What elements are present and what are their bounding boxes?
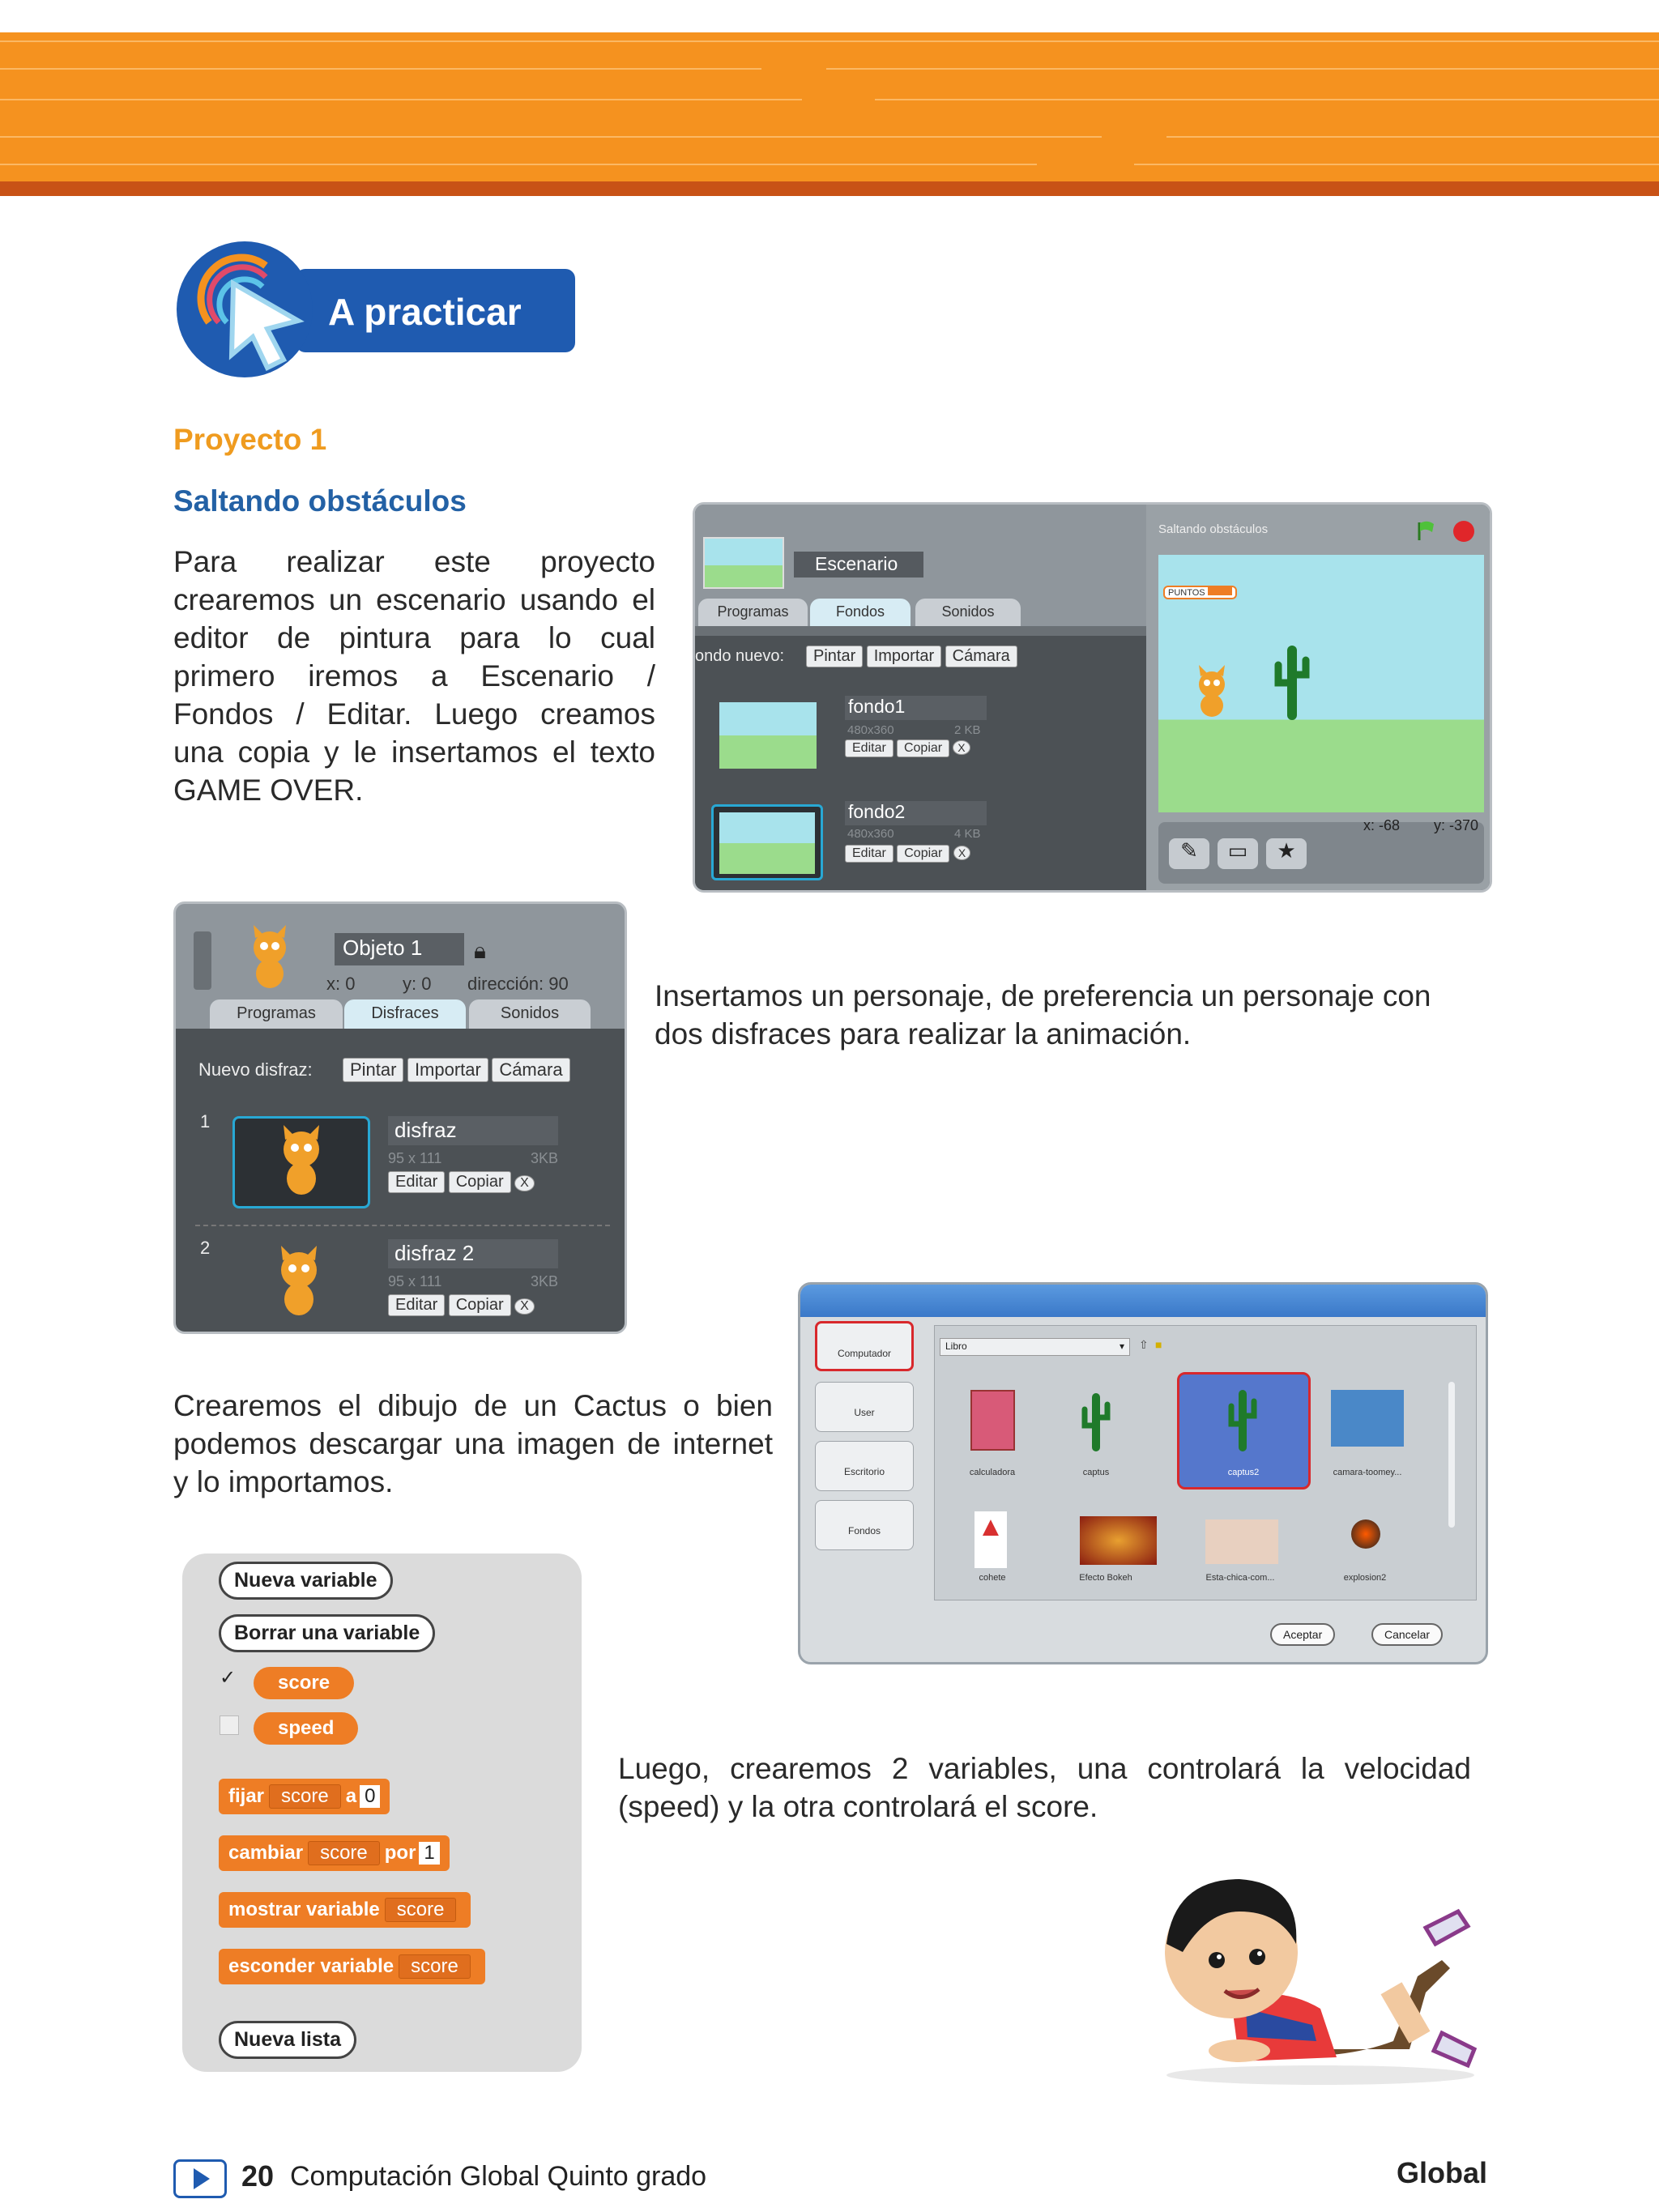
dialog-titlebar xyxy=(800,1285,1488,1317)
score-checkbox[interactable]: ✓ xyxy=(220,1667,237,1689)
file-name: captus2 xyxy=(1227,1468,1260,1477)
y-readout: y: -370 xyxy=(1434,817,1479,833)
folder-up-icon[interactable]: ⇧ xyxy=(1139,1338,1149,1351)
badge-label: A practicar xyxy=(328,291,522,333)
points-monitor: PUNTOS xyxy=(1163,586,1237,599)
cactus-thumbnail-icon[interactable] xyxy=(1080,1390,1112,1455)
project-label: Proyecto 1 xyxy=(173,423,327,456)
file-name: Esta-chica-com... xyxy=(1205,1573,1275,1583)
backdrop-kb: 4 KB xyxy=(954,827,981,841)
cactus-thumbnail-icon xyxy=(1226,1387,1259,1455)
costume-size: 95 x 111 xyxy=(388,1150,442,1166)
sprite-editor-screenshot xyxy=(173,901,627,1334)
stage-canvas[interactable] xyxy=(1158,555,1484,812)
file-name: cohete xyxy=(979,1573,1006,1583)
sidebar-item-user[interactable]: User xyxy=(815,1382,914,1432)
edit-button[interactable]: Editar xyxy=(388,1294,445,1316)
photo-thumbnail-icon[interactable] xyxy=(1331,1390,1404,1447)
girl-thumbnail-icon[interactable] xyxy=(1205,1519,1278,1564)
file-name: calculadora xyxy=(969,1468,1016,1477)
paragraph-variables: Luego, crearemos 2 variables, una controlará la velocidad (speed) y la otra controlará el score. xyxy=(618,1752,1471,1823)
delete-button[interactable]: X xyxy=(953,740,970,755)
tab-sonidos[interactable]: Sonidos xyxy=(915,599,1021,626)
hide-variable-block[interactable]: esconder variable score xyxy=(219,1949,485,1984)
copy-button[interactable]: Copiar xyxy=(897,845,949,863)
new-folder-icon[interactable]: ■ xyxy=(1155,1338,1162,1351)
delete-variable-button[interactable]: Borrar una variable xyxy=(219,1614,435,1652)
paint-sprite-icon[interactable]: ✎ xyxy=(1169,838,1209,869)
new-list-button[interactable]: Nueva lista xyxy=(219,2021,356,2059)
calculator-thumbnail-icon[interactable] xyxy=(970,1390,1015,1451)
scrollbar[interactable] xyxy=(1448,1382,1455,1528)
costume-thumbnail[interactable] xyxy=(232,1239,370,1332)
change-variable-block[interactable]: cambiar score por 1 xyxy=(219,1835,450,1871)
new-variable-button[interactable]: Nueva variable xyxy=(219,1562,393,1600)
variables-palette xyxy=(182,1554,582,2072)
brand-logo: Global xyxy=(1397,2156,1488,2189)
costume-thumbnail-selected[interactable] xyxy=(232,1116,370,1208)
tab-programas[interactable]: Programas xyxy=(210,999,343,1029)
file-name: explosion2 xyxy=(1343,1573,1387,1583)
import-dialog-screenshot xyxy=(798,1282,1488,1664)
stage-name: Escenario xyxy=(815,553,898,574)
folder-sprite-icon[interactable]: ▭ xyxy=(1218,838,1258,869)
stage-thumbnail xyxy=(703,537,784,589)
green-flag-icon[interactable] xyxy=(1414,519,1437,542)
sprite-direction: dirección: 90 xyxy=(467,974,569,994)
show-variable-block[interactable]: mostrar variable score xyxy=(219,1892,471,1928)
divider xyxy=(195,1225,610,1226)
camera-button[interactable]: Cámara xyxy=(945,646,1017,667)
new-backdrop-label: ondo nuevo: xyxy=(695,647,785,665)
boy-illustration xyxy=(1150,1863,1491,2094)
folder-select[interactable]: Libro ▾ xyxy=(940,1338,1130,1356)
delete-button[interactable]: X xyxy=(514,1298,535,1315)
explosion-thumbnail-icon[interactable] xyxy=(1351,1519,1380,1549)
costume-index: 1 xyxy=(200,1111,211,1132)
paint-button[interactable]: Pintar xyxy=(806,646,863,667)
sidebar-item-fondos[interactable]: Fondos xyxy=(815,1500,914,1550)
costume-name: disfraz 2 xyxy=(394,1241,475,1265)
paragraph-cactus: Crearemos el dibujo de un Cactus o bien podemos descargar una imagen de internet y lo importamos. xyxy=(173,1389,773,1498)
backdrop-size: 480x360 xyxy=(847,723,894,737)
sidebar-item-computador[interactable]: Computador xyxy=(815,1321,914,1371)
cat-costume-icon xyxy=(235,1119,368,1206)
cursor-icon xyxy=(177,241,313,377)
accept-button[interactable]: Aceptar xyxy=(1270,1623,1335,1646)
import-button[interactable]: Importar xyxy=(867,646,941,667)
sprite-name: Objeto 1 xyxy=(343,936,423,960)
project-title: Saltando obstáculos xyxy=(173,484,467,518)
costume-size: 95 x 111 xyxy=(388,1273,442,1289)
backdrop-thumbnail[interactable] xyxy=(719,702,817,769)
rotation-style-icon[interactable] xyxy=(194,931,211,990)
tab-fondos[interactable]: Fondos xyxy=(810,599,911,626)
import-button[interactable]: Importar xyxy=(407,1058,488,1082)
delete-button[interactable]: X xyxy=(514,1175,535,1191)
backdrop-thumbnail-selected[interactable] xyxy=(719,812,815,874)
page-number: 20 xyxy=(241,2159,275,2193)
cat-sprite-icon xyxy=(241,925,299,995)
speed-variable[interactable]: speed xyxy=(254,1712,358,1745)
camera-button[interactable]: Cámara xyxy=(492,1058,569,1082)
sprite-x: x: 0 xyxy=(326,974,356,994)
file-name: captus xyxy=(1082,1468,1110,1477)
copy-button[interactable]: Copiar xyxy=(897,739,949,757)
x-readout: x: -68 xyxy=(1363,817,1401,833)
costume-index: 2 xyxy=(200,1238,211,1258)
paint-button[interactable]: Pintar xyxy=(343,1058,403,1082)
tab-disfraces[interactable]: Disfraces xyxy=(344,999,466,1029)
set-variable-block[interactable]: fijar score a 0 xyxy=(219,1779,390,1814)
score-variable[interactable]: score xyxy=(254,1667,354,1699)
play-icon xyxy=(173,2159,227,2198)
paragraph-stage: Para realizar este proyecto crearemos un escenario usando el editor de pintura para lo cual primero iremos a Escenario / Fondos / Editar. Luego creamos una copia y le insertamos el texto GAME OVER. xyxy=(173,545,655,807)
backdrop-kb: 2 KB xyxy=(954,723,981,737)
cancel-button[interactable]: Cancelar xyxy=(1371,1623,1443,1646)
lock-icon[interactable]: 🔒︎ xyxy=(474,938,486,963)
delete-button[interactable]: X xyxy=(953,846,970,860)
sprite-y: y: 0 xyxy=(403,974,432,994)
edit-button[interactable]: Editar xyxy=(388,1171,445,1193)
bokeh-thumbnail-icon[interactable] xyxy=(1080,1516,1157,1565)
edit-button[interactable]: Editar xyxy=(845,739,893,757)
file-name: Efecto Bokeh xyxy=(1079,1573,1132,1583)
tab-programas[interactable]: Programas xyxy=(698,599,808,626)
stage-title: Saltando obstáculos xyxy=(1158,522,1269,536)
stage-editor-screenshot xyxy=(693,502,1492,893)
cat-sprite-icon xyxy=(1188,665,1236,726)
costume-kb: 3KB xyxy=(531,1273,559,1289)
header-band xyxy=(0,32,1659,196)
backdrop-size: 480x360 xyxy=(847,827,894,841)
copy-button[interactable]: Copiar xyxy=(449,1171,511,1193)
section-badge xyxy=(296,269,575,352)
costume-name: disfraz xyxy=(394,1118,457,1142)
sidebar-item-escritorio[interactable]: Escritorio xyxy=(815,1441,914,1491)
backdrop-name: fondo1 xyxy=(848,696,906,717)
costume-kb: 3KB xyxy=(531,1150,559,1166)
speed-checkbox[interactable] xyxy=(220,1715,239,1735)
tab-sonidos[interactable]: Sonidos xyxy=(469,999,591,1029)
backdrop-name: fondo2 xyxy=(848,801,906,822)
file-name: camara-toomey... xyxy=(1333,1468,1402,1477)
new-costume-label: Nuevo disfraz: xyxy=(198,1059,313,1080)
book-title: Computación Global Quinto grado xyxy=(290,2161,707,2192)
cactus-icon xyxy=(1272,642,1312,724)
edit-button[interactable]: Editar xyxy=(845,845,893,863)
copy-button[interactable]: Copiar xyxy=(449,1294,511,1316)
paragraph-sprite: Insertamos un personaje, de preferencia un personaje con dos disfraces para realizar la animación. xyxy=(655,979,1431,1051)
rocket-thumbnail-icon[interactable]: ▲ xyxy=(975,1511,1007,1568)
stop-icon[interactable] xyxy=(1453,521,1474,542)
cat-costume-icon xyxy=(232,1239,365,1327)
random-sprite-icon[interactable]: ★ xyxy=(1266,838,1307,869)
